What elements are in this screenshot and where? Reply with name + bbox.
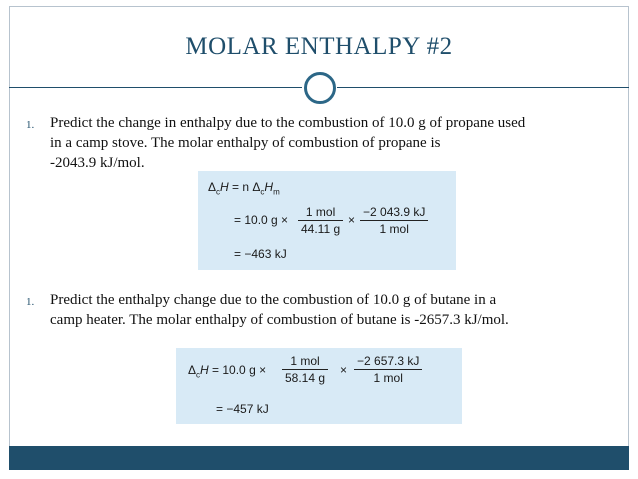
eq1-fraction-2 bbox=[360, 205, 428, 236]
eq2-frac2-numerator: −2 657.3 kJ bbox=[357, 354, 420, 368]
eq1-frac2-denominator: 1 mol bbox=[360, 220, 428, 236]
eq2-fraction-2 bbox=[354, 354, 422, 385]
title-rule-right bbox=[337, 87, 629, 88]
question-1-line-2: in a camp stove. The molar enthalpy of combustion of propane is bbox=[50, 135, 441, 151]
eq1-line-1: $\Delta_cH = n$ $\Delta_cH_m$ bbox=[208, 180, 280, 197]
eq2-frac1-denominator: 58.14 g bbox=[282, 369, 328, 385]
eq2-fraction-1 bbox=[282, 354, 328, 385]
question-1-line-1: Predict the change in enthalpy due to the combustion of 10.0 g of propane used bbox=[50, 115, 526, 131]
question-2-number: 1. bbox=[26, 296, 35, 308]
equation-box-1 bbox=[198, 171, 456, 270]
question-1-line-3: -2043.9 kJ/mol. bbox=[50, 155, 145, 171]
equation-box-2 bbox=[176, 348, 462, 424]
question-1-number: 1. bbox=[26, 119, 35, 131]
eq1-frac1-denominator: 44.11 g bbox=[298, 220, 343, 236]
footer-bar bbox=[9, 446, 629, 470]
question-1-text bbox=[50, 113, 616, 173]
eq2-frac2-denominator: 1 mol bbox=[354, 369, 422, 385]
eq2-line-1-start: $\Delta_cH = 10.0$ g × bbox=[188, 363, 267, 380]
title-rule-left bbox=[9, 87, 302, 88]
eq2-result: = −457 kJ bbox=[216, 402, 269, 416]
question-2-line-1: Predict the enthalpy change due to the combustion of 10.0 g of butane in a bbox=[50, 292, 497, 308]
question-2-line-2: camp heater. The molar enthalpy of combustion of butane is -2657.3 kJ/mol. bbox=[50, 312, 509, 328]
eq1-times-sign: × bbox=[348, 213, 356, 227]
eq1-fraction-1 bbox=[298, 205, 343, 236]
eq1-line-2-start: = 10.0 g × bbox=[234, 213, 289, 227]
question-2-text bbox=[50, 290, 616, 330]
eq1-frac1-numerator: 1 mol bbox=[305, 205, 336, 219]
eq1-frac2-numerator: −2 043.9 kJ bbox=[363, 205, 426, 219]
eq2-frac1-numerator: 1 mol bbox=[290, 354, 320, 368]
eq1-result: = −463 kJ bbox=[234, 247, 287, 261]
circle-ornament-icon bbox=[304, 72, 336, 104]
slide-title: MOLAR ENTHALPY #2 bbox=[185, 33, 453, 60]
eq2-times-sign: × bbox=[340, 363, 348, 377]
